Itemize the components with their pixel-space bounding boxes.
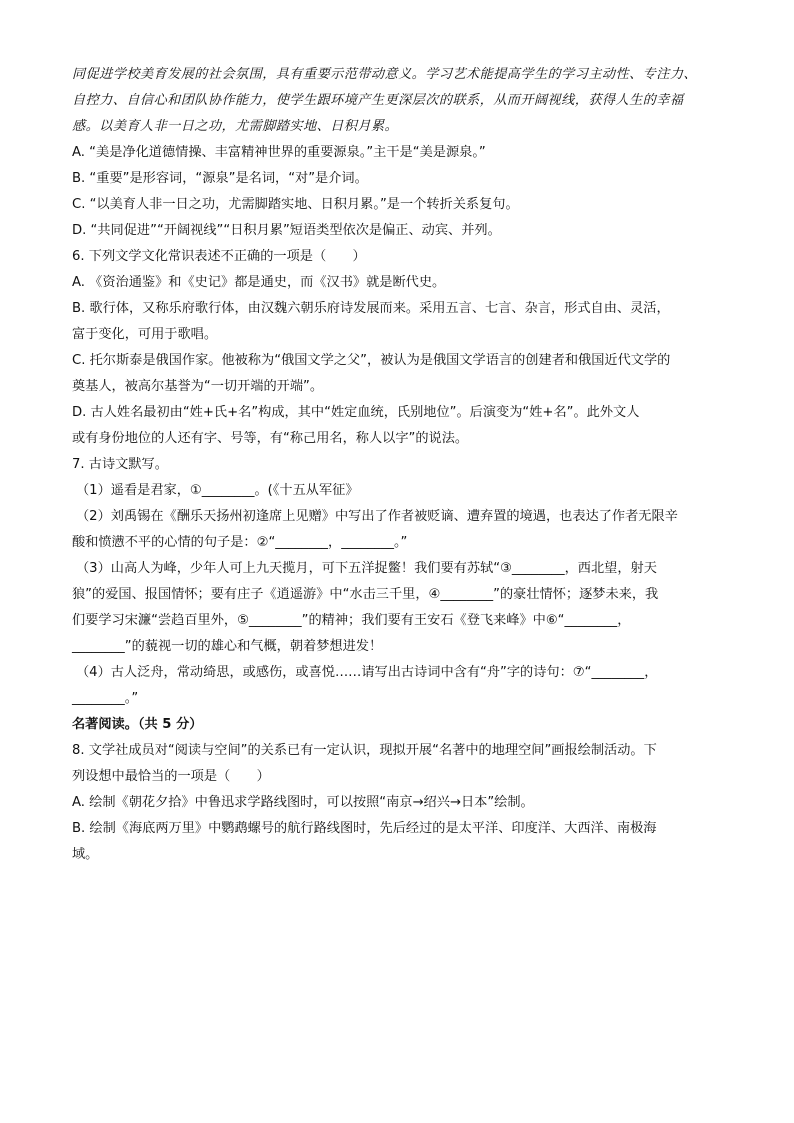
q7-line: 酸和愤懑不平的心情的句子是：②“________，________。” [72,535,408,550]
q8-line: 列设想中最恰当的一项是（ ） [72,769,270,784]
passage [72,62,724,140]
question-8 [72,738,724,868]
q6-line: D. 古人姓名最初由“姓+氏+名”构成，其中“姓定血统，氏别地位”。后演变为“姓+名”。此外文人 [72,405,640,420]
q6-line: A. 《资治通鉴》和《史记》都是通史，而《汉书》就是断代史。 [72,275,446,290]
q8-line: A. 绘制《朝花夕拾》中鲁迅求学路线图时，可以按照“南京→绍兴→日本”绘制。 [72,795,534,810]
question-5-options [72,140,724,244]
q6-line: 或有身份地位的人还有字、号等，有“称己用名，称人以字”的说法。 [72,431,469,446]
q8-line: B. 绘制《海底两万里》中鹦鹉螺号的航行路线图时，先后经过的是太平洋、印度洋、大西洋、南极海 [72,821,657,836]
passage-line: 感。以美育人非一日之功，尤需脚踏实地、日积月累。 [72,119,399,134]
question-7 [72,452,724,712]
option-d: D. “共同促进”“开阔视线”“日积月累”短语类型依次是偏正、动宾、并列。 [72,223,501,238]
q6-line: 奠基人，被高尔基誉为“一切开端的开端”。 [72,379,324,394]
q6-line: 富于变化，可用于歌唱。 [72,327,218,342]
q7-line: 们要学习宋濂“尝趋百里外，⑤________”的精神；我们要有王安石《登飞来峰》中⑥“________， [72,613,631,628]
q7-line: （2）刘禹锡在《酬乐天扬州初逢席上见赠》中写出了作者被贬谪、遭弃置的境遇，也表达了作者无限辛 [76,509,678,524]
q7-line: ________。” [72,691,139,706]
q7-line: （4）古人泛舟，常动绮思，或感伤，或喜悦……请写出古诗词中含有“舟”字的诗句：⑦“________， [76,665,658,680]
q7-line: （1）遥看是君家，①________。(《十五从军征》 [76,483,359,498]
question-stem: 7. 古诗文默写。 [72,457,168,472]
option-b: B. “重要”是形容词，“源泉”是名词，“对”是介词。 [72,171,368,186]
question-stem: 6. 下列文学文化常识表述不正确的一项是（ ） [72,249,366,264]
option-c: C. “以美育人非一日之功，尤需脚踏实地、日积月累。”是一个转折关系复句。 [72,197,519,212]
q7-line: 狼”的爱国、报国情怀；要有庄子《逍遥游》中“水击三千里，④________”的豪壮情怀；逐梦未来，我 [72,587,659,602]
option-a: A. “美是净化道德情操、丰富精神世界的重要源泉。”主干是“美是源泉。” [72,145,486,160]
q7-line: ________”的藐视一切的雄心和气概，朝着梦想进发！ [72,639,383,654]
q6-line: C. 托尔斯泰是俄国作家。他被称为“俄国文学之父”，被认为是俄国文学语言的创建者和俄国近代文学的 [72,353,671,368]
passage-line: 自控力、自信心和团队协作能力，使学生跟环境产生更深层次的联系，从而开阔视线，获得人生的幸福 [72,93,684,108]
section-title: 名著阅读。（共 5 分） [72,717,203,732]
q8-line: 域。 [72,847,99,862]
passage-line: 同促进学校美育发展的社会氛围，具有重要示范带动意义。学习艺术能提高学生的学习主动性、专注力、 [72,67,698,82]
question-6 [72,244,724,452]
q8-line: 8. 文学社成员对“阅读与空间”的关系已有一定认识，现拟开展“名著中的地理空间”画报绘制活动。下 [72,743,657,758]
exam-page [72,62,724,868]
q7-line: （3）山高人为峰，少年人可上九天揽月，可下五洋捉鳖！我们要有苏轼“③________，西北望，射天 [76,561,657,576]
q6-line: B. 歌行体，又称乐府歌行体，由汉魏六朝乐府诗发展而来。采用五言、七言、杂言，形式自由、灵活， [72,301,670,316]
